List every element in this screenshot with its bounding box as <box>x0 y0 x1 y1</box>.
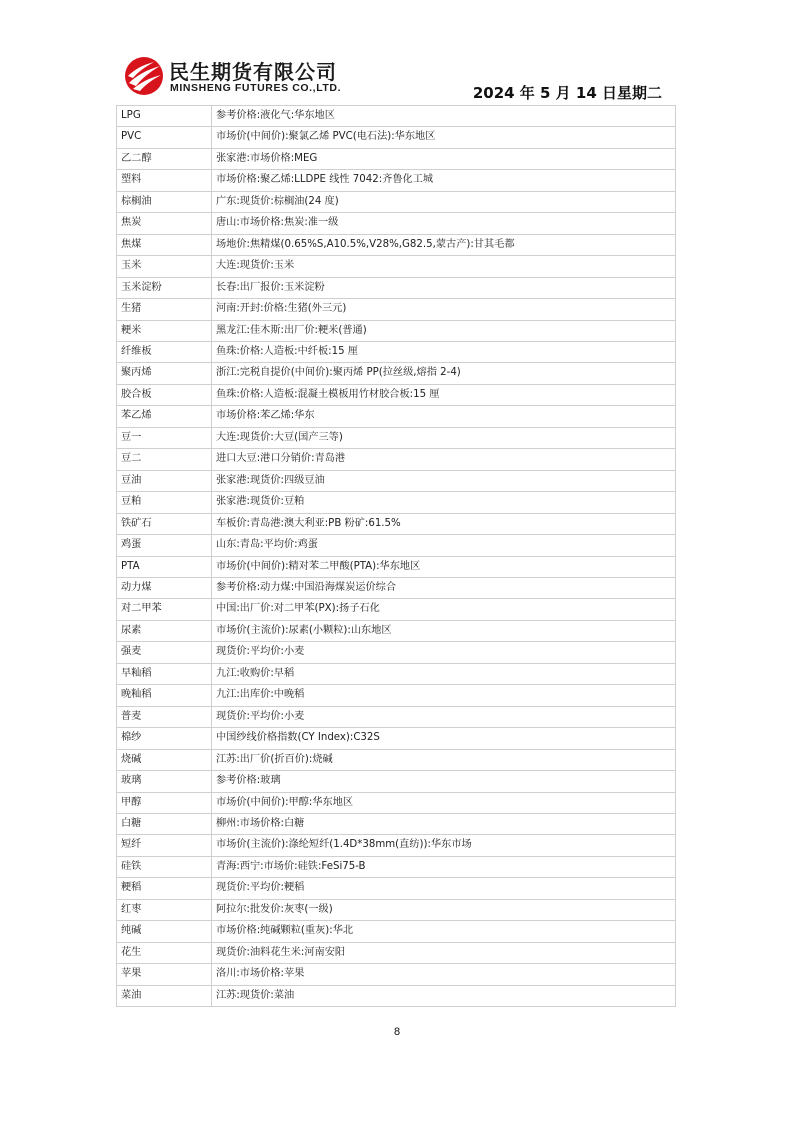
commodity-name-cell: 聚丙烯 <box>117 363 212 384</box>
price-source-cell: 参考价格:动力煤:中国沿海煤炭运价综合 <box>212 577 676 598</box>
price-source-cell: 现货价:平均价:粳稻 <box>212 878 676 899</box>
price-source-cell: 场地价:焦精煤(0.65%S,A10.5%,V28%,G82.5,蒙古产):甘其毛都 <box>212 234 676 255</box>
table-row <box>117 620 676 641</box>
price-source-cell: 市场价格:苯乙烯:华东 <box>212 406 676 427</box>
table-row <box>117 964 676 985</box>
price-source-cell: 张家港:现货价:豆粕 <box>212 492 676 513</box>
commodity-name-cell: 苯乙烯 <box>117 406 212 427</box>
company-name-en: MINSHENG FUTURES CO.,LTD. <box>170 82 342 94</box>
commodity-name-cell: 棉纱 <box>117 728 212 749</box>
table-row <box>117 449 676 470</box>
table-row <box>117 856 676 877</box>
commodity-name-cell: 纤维板 <box>117 341 212 362</box>
price-source-cell: 现货价:平均价:小麦 <box>212 642 676 663</box>
price-source-cell: 市场价(中间价):聚氯乙烯 PVC(电石法):华东地区 <box>212 127 676 148</box>
commodity-name-cell: 苹果 <box>117 964 212 985</box>
price-source-cell: 市场价(中间价):甲醇:华东地区 <box>212 792 676 813</box>
price-source-cell: 参考价格:玻璃 <box>212 771 676 792</box>
commodity-name-cell: 甲醇 <box>117 792 212 813</box>
table-row <box>117 728 676 749</box>
commodity-name-cell: 早籼稻 <box>117 663 212 684</box>
table-body <box>117 106 676 1007</box>
price-source-cell: 中国:出厂价:对二甲苯(PX):扬子石化 <box>212 599 676 620</box>
price-source-cell: 张家港:市场价格:MEG <box>212 148 676 169</box>
table-row <box>117 406 676 427</box>
price-source-cell: 洛川:市场价格:苹果 <box>212 964 676 985</box>
commodity-name-cell: 玉米 <box>117 256 212 277</box>
table-row <box>117 556 676 577</box>
price-source-cell: 市场价(主流价):尿素(小颗粒):山东地区 <box>212 620 676 641</box>
table-row <box>117 148 676 169</box>
table-row <box>117 771 676 792</box>
price-source-cell: 九江:收购价:早稻 <box>212 663 676 684</box>
commodity-name-cell: 玉米淀粉 <box>117 277 212 298</box>
commodity-name-cell: 塑料 <box>117 170 212 191</box>
commodity-name-cell: LPG <box>117 106 212 127</box>
commodity-name-cell: 豆二 <box>117 449 212 470</box>
commodity-name-cell: 动力煤 <box>117 577 212 598</box>
table-row <box>117 106 676 127</box>
commodity-name-cell: 焦炭 <box>117 213 212 234</box>
price-source-cell: 山东:青岛:平均价:鸡蛋 <box>212 535 676 556</box>
table-row <box>117 835 676 856</box>
table-row <box>117 513 676 534</box>
price-source-cell: 唐山:市场价格:焦炭:准一级 <box>212 213 676 234</box>
price-source-cell: 市场价格:聚乙烯:LLDPE 线性 7042:齐鲁化工城 <box>212 170 676 191</box>
price-source-cell: 九江:出库价:中晚稻 <box>212 685 676 706</box>
table-row <box>117 213 676 234</box>
price-source-cell: 黑龙江:佳木斯:出厂价:粳米(普通) <box>212 320 676 341</box>
price-source-cell: 江苏:现货价:菜油 <box>212 985 676 1006</box>
table-row <box>117 427 676 448</box>
commodity-name-cell: 生猪 <box>117 299 212 320</box>
table-row <box>117 363 676 384</box>
price-source-cell: 大连:现货价:玉米 <box>212 256 676 277</box>
commodity-name-cell: 豆一 <box>117 427 212 448</box>
commodity-name-cell: 菜油 <box>117 985 212 1006</box>
price-source-cell: 参考价格:液化气:华东地区 <box>212 106 676 127</box>
table-row <box>117 492 676 513</box>
commodity-name-cell: 棕榈油 <box>117 191 212 212</box>
table-row <box>117 878 676 899</box>
commodity-name-cell: PVC <box>117 127 212 148</box>
minsheng-logo-icon <box>124 56 164 96</box>
table-row <box>117 256 676 277</box>
price-source-cell: 中国纱线价格指数(CY Index):C32S <box>212 728 676 749</box>
table-row <box>117 813 676 834</box>
table-row <box>117 535 676 556</box>
price-source-cell: 市场价格:纯碱颗粒(重灰):华北 <box>212 921 676 942</box>
table-row <box>117 320 676 341</box>
price-source-cell: 进口大豆:港口分销价:青岛港 <box>212 449 676 470</box>
table-row <box>117 599 676 620</box>
commodity-table-container <box>116 105 676 1007</box>
company-logo <box>124 54 364 100</box>
price-source-cell: 鱼珠:价格:人造板:混凝土模板用竹材胶合板:15 厘 <box>212 384 676 405</box>
commodity-name-cell: 强麦 <box>117 642 212 663</box>
price-source-cell: 大连:现货价:大豆(国产三等) <box>212 427 676 448</box>
price-source-cell: 鱼珠:价格:人造板:中纤板:15 厘 <box>212 341 676 362</box>
commodity-name-cell: 粳米 <box>117 320 212 341</box>
price-source-cell: 车板价:青岛港:澳大利亚:PB 粉矿:61.5% <box>212 513 676 534</box>
table-row <box>117 749 676 770</box>
price-source-cell: 长春:出厂报价:玉米淀粉 <box>212 277 676 298</box>
table-row <box>117 234 676 255</box>
commodity-name-cell: 晚籼稻 <box>117 685 212 706</box>
commodity-name-cell: 硅铁 <box>117 856 212 877</box>
commodity-name-cell: 短纤 <box>117 835 212 856</box>
commodity-name-cell: 普麦 <box>117 706 212 727</box>
table-row <box>117 899 676 920</box>
price-source-cell: 河南:开封:价格:生猪(外三元) <box>212 299 676 320</box>
commodity-name-cell: 纯碱 <box>117 921 212 942</box>
table-row <box>117 642 676 663</box>
table-row <box>117 792 676 813</box>
commodity-name-cell: 红枣 <box>117 899 212 920</box>
price-source-cell: 张家港:现货价:四级豆油 <box>212 470 676 491</box>
table-row <box>117 706 676 727</box>
commodity-name-cell: 豆粕 <box>117 492 212 513</box>
commodity-name-cell: 胶合板 <box>117 384 212 405</box>
table-row <box>117 127 676 148</box>
commodity-name-cell: 花生 <box>117 942 212 963</box>
table-row <box>117 942 676 963</box>
commodity-name-cell: 豆油 <box>117 470 212 491</box>
price-source-cell: 市场价(中间价):精对苯二甲酸(PTA):华东地区 <box>212 556 676 577</box>
price-source-cell: 现货价:平均价:小麦 <box>212 706 676 727</box>
commodity-name-cell: 焦煤 <box>117 234 212 255</box>
commodity-name-cell: 对二甲苯 <box>117 599 212 620</box>
company-name-cn: 民生期货有限公司 <box>169 60 337 84</box>
commodity-name-cell: 白糖 <box>117 813 212 834</box>
table-row <box>117 921 676 942</box>
price-source-cell: 青海:西宁:市场价:硅铁:FeSi75-B <box>212 856 676 877</box>
price-source-cell: 阿拉尔:批发价:灰枣(一级) <box>212 899 676 920</box>
price-source-cell: 现货价:油料花生米:河南安阳 <box>212 942 676 963</box>
page-header <box>120 54 676 102</box>
price-source-cell: 浙江:完税自提价(中间价):聚丙烯 PP(拉丝级,熔指 2-4) <box>212 363 676 384</box>
commodity-name-cell: PTA <box>117 556 212 577</box>
page-number: 8 <box>393 1026 401 1038</box>
table-row <box>117 170 676 191</box>
table-row <box>117 663 676 684</box>
table-row <box>117 384 676 405</box>
commodity-name-cell: 乙二醇 <box>117 148 212 169</box>
commodity-name-cell: 铁矿石 <box>117 513 212 534</box>
table-row <box>117 191 676 212</box>
table-row <box>117 277 676 298</box>
commodity-price-source-table <box>116 105 676 1007</box>
commodity-name-cell: 尿素 <box>117 620 212 641</box>
commodity-name-cell: 烧碱 <box>117 749 212 770</box>
commodity-name-cell: 粳稻 <box>117 878 212 899</box>
price-source-cell: 市场价(主流价):涤纶短纤(1.4D*38mm(直纺)):华东市场 <box>212 835 676 856</box>
table-row <box>117 577 676 598</box>
commodity-name-cell: 玻璃 <box>117 771 212 792</box>
table-row <box>117 985 676 1006</box>
price-source-cell: 广东:现货价:棕榈油(24 度) <box>212 191 676 212</box>
table-row <box>117 341 676 362</box>
table-row <box>117 685 676 706</box>
price-source-cell: 江苏:出厂价(折百价):烧碱 <box>212 749 676 770</box>
table-row <box>117 299 676 320</box>
report-date: 2024 年 5 月 14 日星期二 <box>472 84 662 102</box>
price-source-cell: 柳州:市场价格:白糖 <box>212 813 676 834</box>
table-row <box>117 470 676 491</box>
commodity-name-cell: 鸡蛋 <box>117 535 212 556</box>
